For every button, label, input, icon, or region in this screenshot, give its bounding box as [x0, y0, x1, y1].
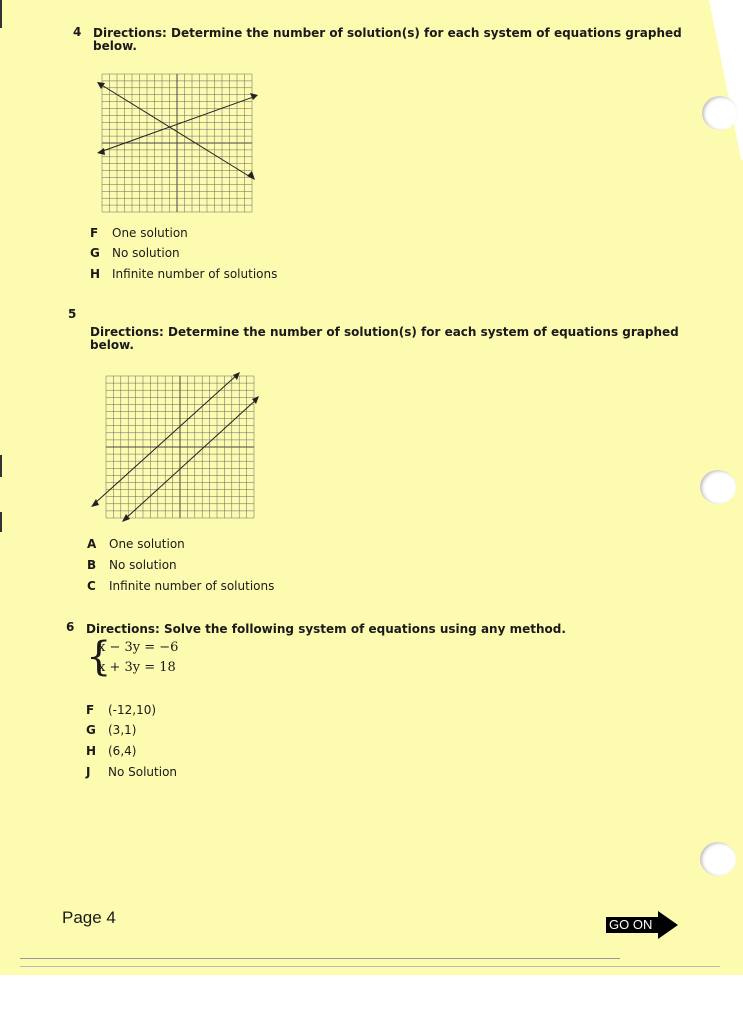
choice-letter: A — [87, 537, 97, 551]
choice-text: No Solution — [108, 765, 178, 779]
system-brace-icon: { — [86, 634, 112, 680]
directions-text: Determine the number of solution(s) for each system of equations graphed below. — [90, 325, 679, 352]
choice-text: (3,1) — [108, 723, 137, 737]
answer-choice[interactable] — [86, 765, 177, 779]
graph-parallel-lines — [90, 370, 260, 522]
choice-text: No solution — [112, 246, 180, 260]
graph-intersecting-lines — [96, 70, 258, 216]
scan-edge-mark — [0, 512, 2, 532]
choice-text: (6,4) — [108, 744, 137, 758]
question-directions — [86, 623, 646, 636]
equation: x − 3y = −6 — [98, 640, 179, 655]
answer-choice[interactable] — [90, 267, 277, 281]
answer-choice[interactable] — [87, 558, 177, 572]
choice-letter: G — [86, 723, 96, 737]
line-two — [100, 96, 256, 152]
footer-rule — [20, 966, 720, 967]
line-one — [94, 374, 238, 504]
choice-text: No solution — [109, 558, 177, 572]
answer-choice[interactable] — [90, 226, 188, 240]
directions-label: Directions: — [90, 325, 164, 339]
choice-letter: H — [86, 744, 97, 758]
choice-text: Infinite number of solutions — [112, 267, 278, 281]
choice-letter: F — [86, 703, 95, 717]
answer-choice[interactable] — [87, 579, 274, 593]
choice-letter: H — [90, 267, 101, 281]
go-on-label: GO ON — [609, 917, 653, 932]
binder-hole — [702, 96, 738, 130]
arrowhead — [247, 171, 255, 180]
choice-text: (-12,10) — [108, 703, 157, 717]
directions-label: Directions: — [93, 26, 167, 40]
arrowhead — [250, 93, 258, 100]
binder-hole — [700, 470, 736, 504]
question-number: 6 — [66, 620, 75, 634]
answer-choice[interactable] — [86, 744, 136, 758]
question-directions — [90, 326, 680, 352]
footer-rule — [20, 958, 620, 959]
answer-choice[interactable] — [86, 723, 136, 737]
choice-text: One solution — [109, 537, 185, 551]
equation: x + 3y = 18 — [98, 660, 176, 675]
answer-choice[interactable] — [87, 537, 185, 551]
binder-hole — [700, 842, 736, 876]
choice-text: One solution — [112, 226, 188, 240]
equation-system — [98, 638, 178, 678]
arrowhead — [97, 148, 105, 155]
answer-choice[interactable] — [90, 246, 180, 260]
scan-edge-mark — [0, 455, 2, 477]
scan-edge-mark — [0, 0, 2, 28]
answer-choice[interactable] — [86, 703, 156, 717]
directions-text: Solve the following system of equations using any method. — [164, 622, 566, 636]
choice-letter: G — [90, 246, 100, 260]
question-directions — [93, 27, 683, 53]
choice-letter: C — [87, 579, 96, 593]
page-number: Page 4 — [62, 908, 116, 927]
directions-text: Determine the number of solution(s) for each system of equations graphed below. — [93, 26, 682, 53]
choice-text: Infinite number of solutions — [109, 579, 275, 593]
choice-letter: J — [86, 765, 91, 779]
choice-letter: B — [87, 558, 97, 572]
question-number: 4 — [73, 25, 82, 39]
choice-letter: F — [90, 226, 99, 240]
directions-label: Directions: — [86, 622, 160, 636]
question-number: 5 — [68, 307, 77, 321]
